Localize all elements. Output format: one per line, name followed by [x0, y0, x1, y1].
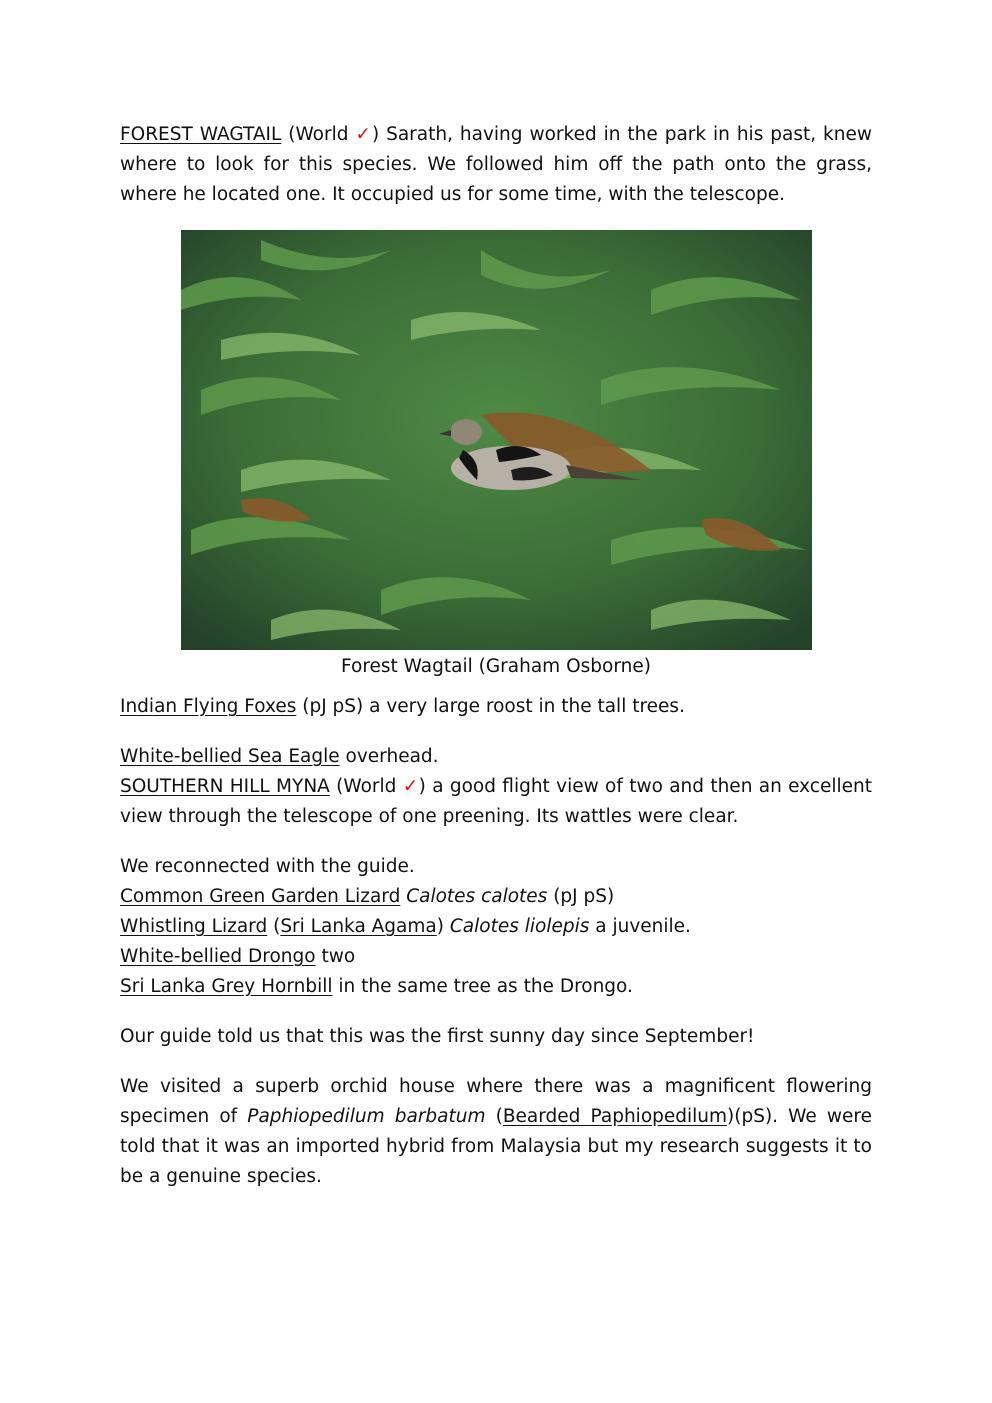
- text-run: )(pS). We were told that it was an imported hybrid from Malaysia but my research suggests it to be a genuine species.: [120, 1106, 872, 1187]
- species-name: FOREST WAGTAIL: [120, 124, 282, 145]
- photo-illustration: [181, 230, 812, 650]
- tick-mark: ✓: [402, 776, 419, 797]
- sighting-line: [120, 972, 872, 1002]
- text-run: (pJ pS) a very large roost in the tall trees.: [296, 696, 685, 717]
- species-name: White-bellied Drongo: [120, 946, 316, 967]
- text-run: ) Sarath, having worked in the park in his past, knew where to look for this species. We followed him off the path onto the grass, where he located one. It occupied us for some time, with the telescope.: [120, 124, 872, 205]
- sighting-line: [120, 912, 872, 942]
- species-name: White-bellied Sea Eagle: [120, 746, 340, 767]
- text-run: ) a good flight view of two and then an excellent view through the telescope of one preening. Its wattles were clear.: [120, 776, 872, 827]
- text-run: ): [436, 916, 450, 937]
- sighting-line: [120, 942, 872, 972]
- scientific-name: Paphiopedilum barbatum: [247, 1106, 486, 1127]
- scientific-name: Calotes liolepis: [449, 916, 590, 937]
- text-run: (: [485, 1106, 503, 1127]
- forest-wagtail-photo: [181, 230, 812, 650]
- text-run: in the same tree as the Drongo.: [332, 976, 633, 997]
- sighting-line: We reconnected with the guide.: [120, 856, 415, 877]
- text-run: a juvenile.: [589, 916, 691, 937]
- text-run: We visited a superb orchid house where there was a magnificent flowering specimen of: [120, 1076, 872, 1127]
- species-name: Common Green Garden Lizard: [120, 886, 401, 907]
- text-run: (: [267, 916, 281, 937]
- paragraph-forest-wagtail: [120, 120, 872, 210]
- text-run: overhead.: [339, 746, 439, 767]
- species-name: SOUTHERN HILL MYNA: [120, 776, 330, 797]
- paragraph-flying-foxes: [120, 692, 872, 722]
- species-name: Whistling Lizard: [120, 916, 268, 937]
- text-run: two: [315, 946, 356, 967]
- paragraph-sea-eagle-myna: [120, 742, 872, 832]
- paragraph-sunny-day: Our guide told us that this was the first sunny day since September!: [120, 1026, 755, 1047]
- hill-myna-text: [120, 772, 872, 832]
- paragraph-orchid-house: [120, 1072, 872, 1192]
- scientific-name: Calotes calotes: [406, 886, 548, 907]
- text-run: (pJ pS): [547, 886, 615, 907]
- species-name: Bearded Paphiopedilum: [502, 1106, 728, 1127]
- photo-caption: Forest Wagtail (Graham Osborne): [341, 656, 651, 677]
- species-name: Sri Lanka Grey Hornbill: [120, 976, 333, 997]
- sighting-line: [120, 882, 872, 912]
- paragraph-guide-sightings: [120, 852, 872, 1002]
- species-name: Sri Lanka Agama: [280, 916, 437, 937]
- sea-eagle-line: [120, 742, 872, 772]
- tick-mark: ✓: [355, 124, 372, 145]
- species-name: Indian Flying Foxes: [120, 696, 297, 717]
- text-run: (World: [329, 776, 403, 797]
- text-run: (World: [281, 124, 356, 145]
